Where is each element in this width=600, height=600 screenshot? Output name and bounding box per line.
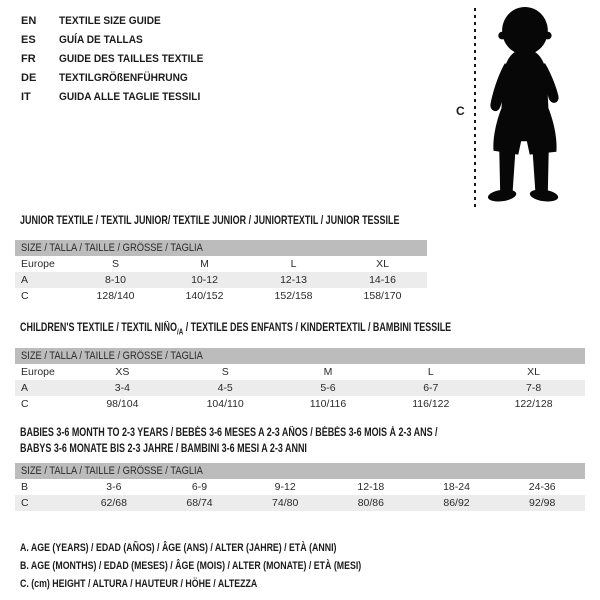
size-cell: M xyxy=(200,258,209,270)
junior-section-title: JUNIOR TEXTILE / TEXTIL JUNIOR/ TEXTILE JUNIOR / JUNIORTEXTIL / JUNIOR TESSILE xyxy=(20,215,400,227)
size-cell: XS xyxy=(115,366,130,378)
lang-title: GUIDE DES TAILLES TEXTILE xyxy=(59,53,204,65)
size-cell: S xyxy=(221,366,229,378)
table-row-c xyxy=(15,495,585,511)
value-cell: 152/158 xyxy=(274,290,313,302)
row-label: Europe xyxy=(21,258,55,270)
value-cell: 7-8 xyxy=(525,382,542,394)
value-cell: 10-12 xyxy=(191,274,218,286)
lang-code: IT xyxy=(21,91,31,103)
row-label: A xyxy=(21,274,29,286)
value-cell: 3-4 xyxy=(114,382,130,394)
size-header-label: SIZE / TALLA / TAILLE / GRÖSSE / TAGLIA xyxy=(21,242,203,254)
size-header-bar xyxy=(15,463,585,479)
table-row-b xyxy=(15,479,585,495)
lang-title: GUÍA DE TALLAS xyxy=(59,34,143,46)
value-cell: 140/152 xyxy=(185,290,224,302)
footnote-c: C. (cm) HEIGHT / ALTURA / HAUTEUR / HÖHE / ALTEZZA xyxy=(20,578,258,590)
value-cell: 68/74 xyxy=(186,497,213,509)
value-cell: 116/122 xyxy=(412,398,450,410)
size-cell: L xyxy=(427,366,434,378)
babies-title-line1: BABIES 3-6 MONTH TO 2-3 YEARS / BEBÉS 3-6 MESES A 2-3 AÑOS / BÉBÉS 3-6 MOIS À 2-3 ANS / xyxy=(20,427,438,439)
row-label: C xyxy=(21,497,29,509)
value-cell: 74/80 xyxy=(272,497,299,509)
table-row-europe xyxy=(15,256,427,272)
table-row-c xyxy=(15,396,585,412)
value-cell: 6-7 xyxy=(423,382,439,394)
value-cell: 3-6 xyxy=(106,481,122,493)
size-header-label: SIZE / TALLA / TAILLE / GRÖSSE / TAGLIA xyxy=(21,350,203,362)
table-row-a xyxy=(15,272,427,288)
children-size-table xyxy=(15,348,585,412)
value-cell: 104/110 xyxy=(206,398,244,410)
footnote-b: B. AGE (MONTHS) / EDAD (MESES) / ÂGE (MOIS) / ALTER (MONATE) / ETÀ (MESI) xyxy=(20,560,362,572)
lang-row-de xyxy=(21,69,216,88)
height-label: C xyxy=(456,104,465,118)
value-cell: 12-13 xyxy=(280,274,307,286)
value-cell: 110/116 xyxy=(309,398,347,410)
value-cell: 158/170 xyxy=(363,290,402,302)
value-cell: 62/68 xyxy=(100,497,127,509)
row-label: B xyxy=(21,481,29,493)
language-title-list xyxy=(21,12,216,107)
value-cell: 122/128 xyxy=(514,398,553,410)
size-cell: M xyxy=(323,366,333,378)
children-section-title: CHILDREN'S TEXTILE / TEXTIL $NIÑO_{/A}$ / TEXTILE DES ENFANTS / KINDERTEXTIL / BAMBINI TESSILE xyxy=(20,322,452,337)
lang-code: DE xyxy=(21,72,37,84)
lang-title: TEXTILGRÖßENFÜHRUNG xyxy=(59,72,188,84)
size-cell: S xyxy=(111,258,119,270)
lang-code: FR xyxy=(21,53,36,65)
value-cell: 80/86 xyxy=(357,497,384,509)
baby-silhouette-icon xyxy=(481,6,567,211)
row-label: Europe xyxy=(21,366,55,378)
lang-row-es xyxy=(21,31,216,50)
babies-title-line2: BABYS 3-6 MONATE BIS 2-3 JAHRE / BAMBINI 3-6 MESI A 2-3 ANNI xyxy=(20,443,307,455)
value-cell: 14-16 xyxy=(369,274,396,286)
size-header-label: SIZE / TALLA / TAILLE / GRÖSSE / TAGLIA xyxy=(21,465,203,477)
value-cell: 6-9 xyxy=(191,481,208,493)
size-header-bar xyxy=(15,240,427,256)
size-cell: XL xyxy=(527,366,540,378)
lang-row-en xyxy=(21,12,216,31)
row-label: C xyxy=(21,290,29,302)
lang-row-fr xyxy=(21,50,216,69)
value-cell: 9-12 xyxy=(274,481,296,493)
size-header-bar xyxy=(15,348,585,364)
nino-a-subscript: /A xyxy=(176,327,184,337)
junior-size-table xyxy=(15,240,427,304)
value-cell: 8-10 xyxy=(104,274,126,286)
row-label: C xyxy=(21,398,29,410)
value-cell: 4-5 xyxy=(217,382,233,394)
value-cell: 18-24 xyxy=(443,481,470,493)
size-cell: XL xyxy=(376,258,389,270)
lang-title: GUIDA ALLE TAGLIE TESSILI xyxy=(59,91,201,103)
table-row-a xyxy=(15,380,585,396)
value-cell: 98/104 xyxy=(106,398,139,410)
footnote-a: A. AGE (YEARS) / EDAD (AÑOS) / ÂGE (ANS) / ALTER (JAHRE) / ETÀ (ANNI) xyxy=(20,542,337,554)
size-cell: L xyxy=(290,258,297,270)
lang-row-it xyxy=(21,88,216,107)
footnote-legend xyxy=(20,539,447,593)
row-label: A xyxy=(21,382,29,394)
value-cell: 86/92 xyxy=(443,497,470,509)
height-dashed-line xyxy=(474,8,476,208)
lang-code: EN xyxy=(21,15,37,27)
value-cell: 92/98 xyxy=(529,497,556,509)
value-cell: 12-18 xyxy=(357,481,385,493)
value-cell: 128/140 xyxy=(96,290,135,302)
table-row-c xyxy=(15,288,427,304)
babies-size-table xyxy=(15,463,585,511)
babies-section-title xyxy=(20,425,438,457)
table-row-europe xyxy=(15,364,585,380)
value-cell: 5-6 xyxy=(320,382,336,394)
lang-code: ES xyxy=(21,34,36,46)
value-cell: 24-36 xyxy=(528,481,556,493)
lang-title: TEXTILE SIZE GUIDE xyxy=(59,15,161,27)
